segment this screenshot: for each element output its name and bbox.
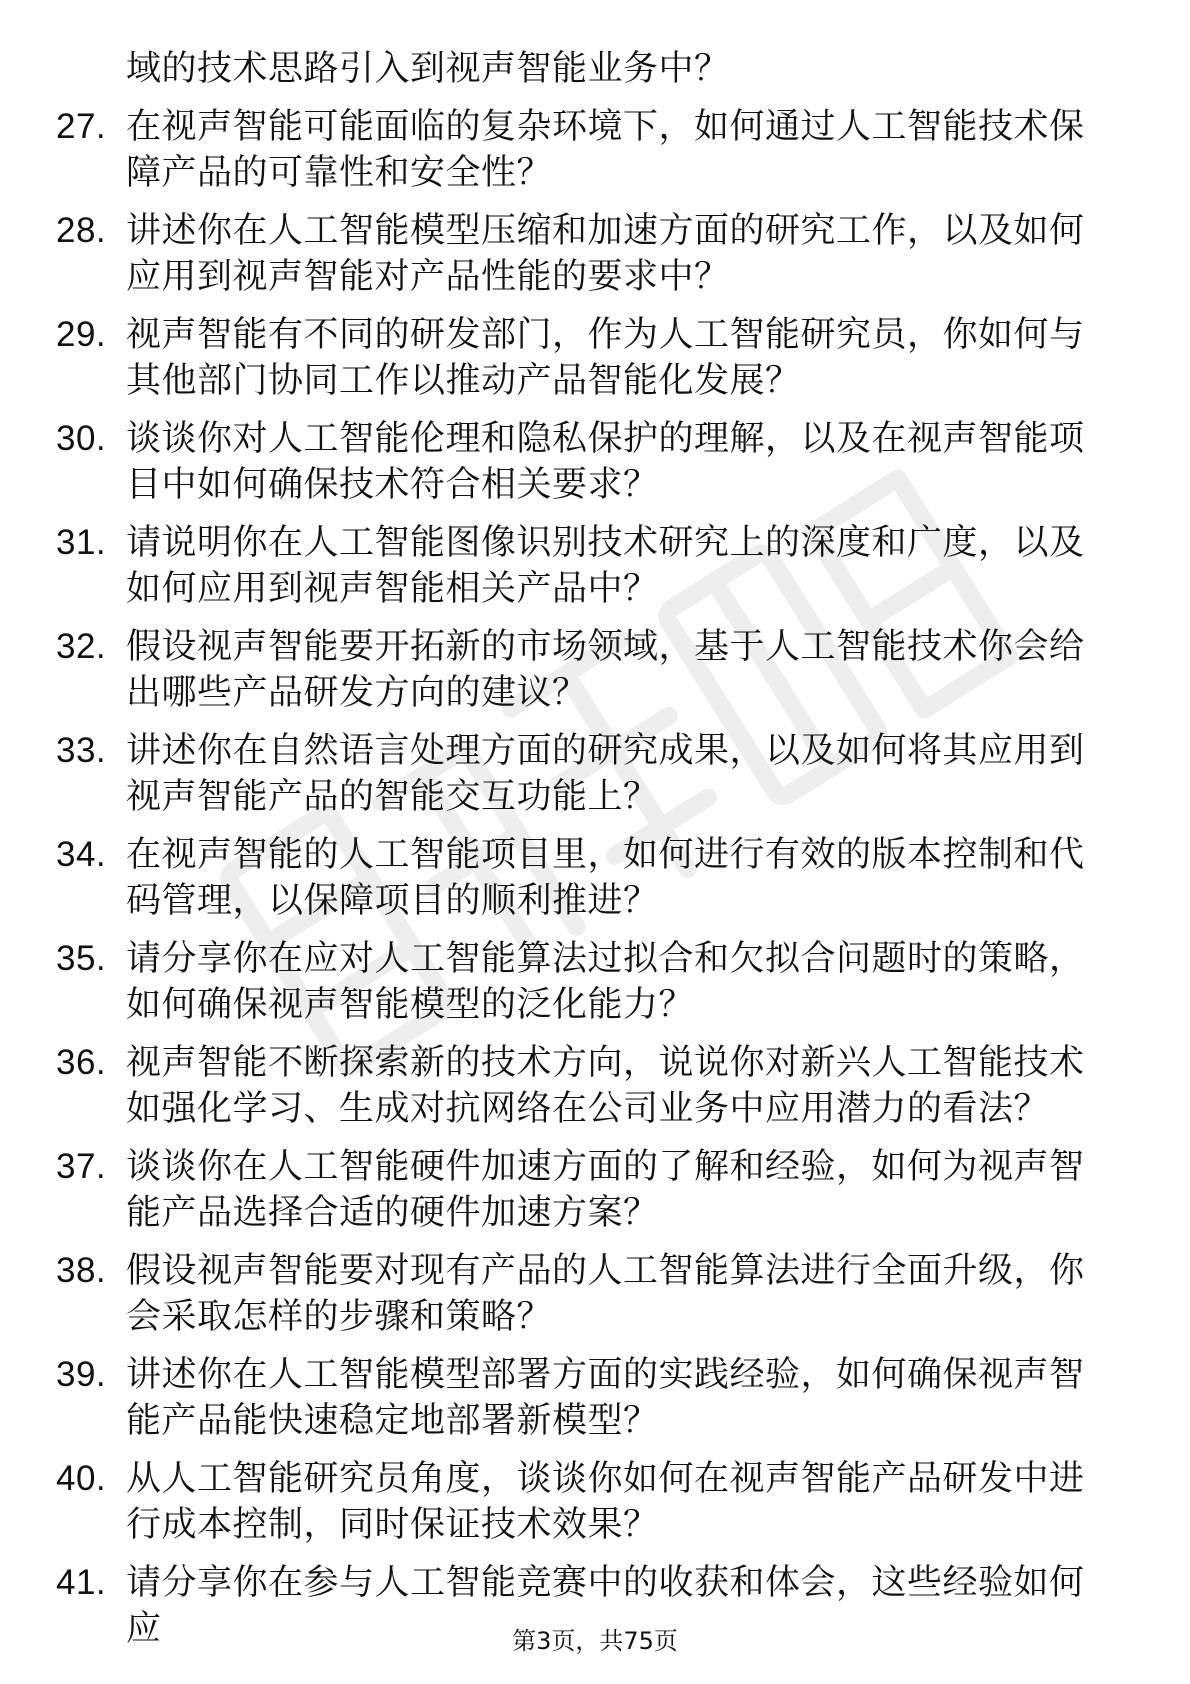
- question-text: 谈谈你对人工智能伦理和隐私保护的理解，以及在视声智能项目中如何确保技术符合相关要求？: [126, 419, 1085, 505]
- question-text: 请分享你在应对人工智能算法过拟合和欠拟合问题时的策略，如何确保视声智能模型的泛化能力？: [126, 939, 1085, 1025]
- question-text: 视声智能不断探索新的技术方向，说说你对新兴人工智能技术如强化学习、生成对抗网络在公司业务中应用潜力的看法？: [126, 1043, 1085, 1129]
- question-item: [56, 1144, 1116, 1236]
- question-continuation: [56, 46, 1116, 92]
- question-number: 38.: [56, 1251, 107, 1290]
- question-number: 36.: [56, 1043, 107, 1082]
- question-item: [56, 624, 1116, 716]
- question-number: 37.: [56, 1147, 107, 1186]
- question-number: 34.: [56, 835, 107, 874]
- question-text: 域的技术思路引入到视声智能业务中？: [126, 49, 730, 89]
- question-text: 谈谈你在人工智能硬件加速方面的了解和经验，如何为视声智能产品选择合适的硬件加速方案？: [126, 1147, 1085, 1233]
- question-text: 讲述你在人工智能模型压缩和加速方面的研究工作，以及如何应用到视声智能对产品性能的要求中？: [126, 211, 1085, 297]
- question-number: 30.: [56, 419, 107, 458]
- question-item: [56, 832, 1116, 924]
- question-item: [56, 1456, 1116, 1548]
- question-number: 41.: [56, 1563, 107, 1602]
- question-number: 33.: [56, 731, 107, 770]
- question-number: 28.: [56, 211, 107, 250]
- question-number: 35.: [56, 939, 107, 978]
- question-number: 39.: [56, 1355, 107, 1394]
- question-number: 29.: [56, 315, 107, 354]
- question-item: [56, 936, 1116, 1028]
- question-text: 在视声智能的人工智能项目里，如何进行有效的版本控制和代码管理，以保障项目的顺利推进？: [126, 835, 1085, 921]
- question-item: [56, 520, 1116, 612]
- question-item: [56, 1040, 1116, 1132]
- question-number: 40.: [56, 1459, 107, 1498]
- question-item: [56, 208, 1116, 300]
- question-number: 31.: [56, 523, 107, 562]
- question-text: 假设视声智能要对现有产品的人工智能算法进行全面升级，你会采取怎样的步骤和策略？: [126, 1251, 1085, 1337]
- question-text: 在视声智能可能面临的复杂环境下，如何通过人工智能技术保障产品的可靠性和安全性？: [126, 107, 1085, 193]
- question-text: 视声智能有不同的研发部门，作为人工智能研究员，你如何与其他部门协同工作以推动产品智能化发展？: [126, 315, 1085, 401]
- question-text: 请说明你在人工智能图像识别技术研究上的深度和广度，以及如何应用到视声智能相关产品中？: [126, 523, 1085, 609]
- question-item: [56, 1352, 1116, 1444]
- page-number-footer: 第3页，共75页: [512, 1627, 678, 1655]
- question-text: 假设视声智能要开拓新的市场领域，基于人工智能技术你会给出哪些产品研发方向的建议？: [126, 627, 1085, 713]
- question-text: 讲述你在人工智能模型部署方面的实践经验，如何确保视声智能产品能快速稳定地部署新模型？: [126, 1355, 1085, 1441]
- question-number: 27.: [56, 107, 107, 146]
- question-item: [56, 312, 1116, 404]
- question-item: [56, 1248, 1116, 1340]
- question-number: 32.: [56, 627, 107, 666]
- question-item: [56, 728, 1116, 820]
- question-text: 讲述你在自然语言处理方面的研究成果，以及如何将其应用到视声智能产品的智能交互功能上？: [126, 731, 1085, 817]
- question-item: [56, 416, 1116, 508]
- question-item: [56, 104, 1116, 196]
- question-text: 请分享你在参与人工智能竞赛中的收获和体会，这些经验如何应: [126, 1563, 1085, 1649]
- question-text: 从人工智能研究员角度，谈谈你如何在视声智能产品研发中进行成本控制，同时保证技术效果？: [126, 1459, 1085, 1545]
- question-list: [56, 46, 1116, 1664]
